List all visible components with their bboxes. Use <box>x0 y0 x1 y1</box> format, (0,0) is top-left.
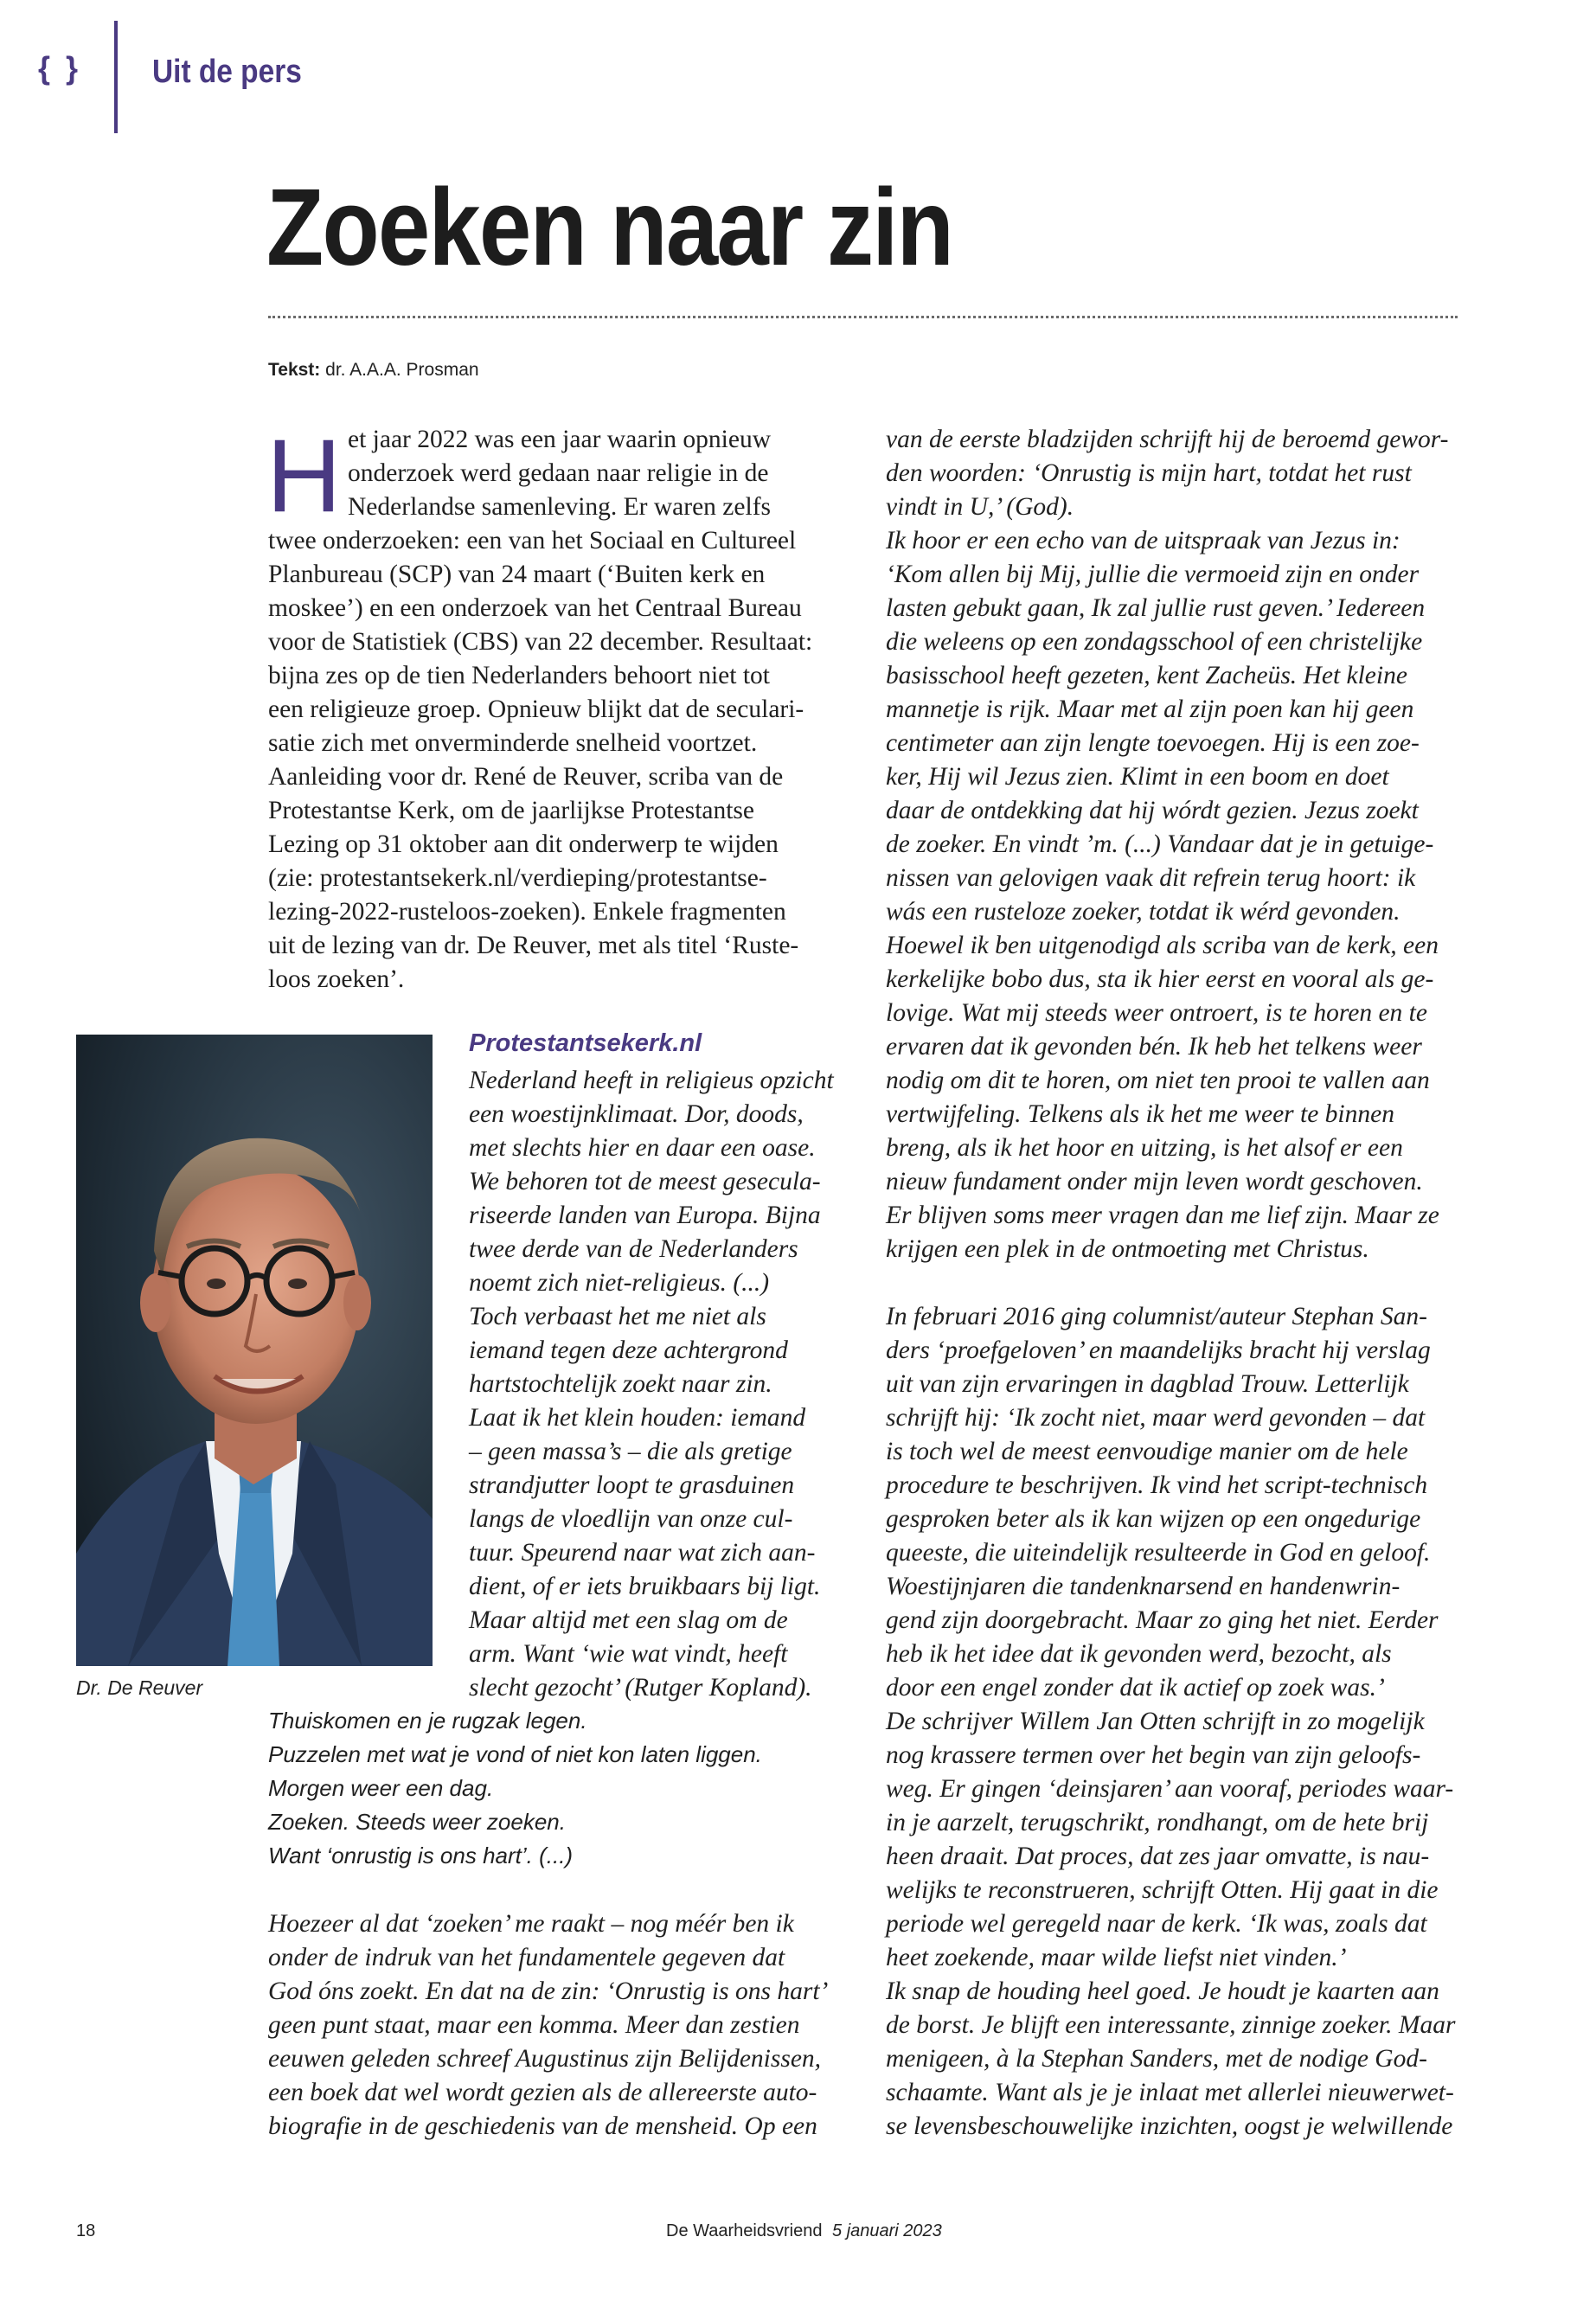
intro-paragraph <box>266 418 865 997</box>
right1-line: ‘Kom allen bij Mij, jullie die vermoeid zijn en onder <box>886 561 1420 588</box>
para2-line: geen punt staat, maar een komma. Meer dan zestien <box>268 2011 800 2039</box>
right1-line: Er blijven soms meer vragen dan me lief zijn. Maar ze <box>886 1202 1439 1229</box>
right1-line: krijgen een plek in de ontmoeting met Christus. <box>886 1235 1369 1263</box>
quote-line: hartstochtelijk zoekt naar zin. <box>469 1370 772 1398</box>
byline <box>268 360 479 381</box>
quote-line: strandjutter loopt te grasduinen <box>469 1471 795 1499</box>
quote-line: een woestijnklimaat. Dor, doods, <box>469 1100 804 1128</box>
right2-line: ders ‘proefgeloven’ en maandelijks bracht hij verslag <box>886 1336 1431 1364</box>
poem-block <box>268 1704 762 1873</box>
intro-line: Aanleiding voor dr. René de Reuver, scriba van de <box>268 763 784 791</box>
quote-block <box>469 1064 884 1705</box>
right2-line: uit van zijn ervaringen in dagblad Trouw. Letterlijk <box>886 1370 1409 1398</box>
quote-line: tuur. Speurend naar wat zich aan- <box>469 1539 816 1567</box>
right2-line: gend zijn doorgebracht. Maar zo ging het niet. Eerder <box>886 1606 1439 1634</box>
quote-line: Laat ik het klein houden: iemand <box>469 1404 806 1432</box>
poem-line: Puzzelen met wat je vond of niet kon laten liggen. <box>268 1741 762 1767</box>
right2-line: door een engel zonder dat ik actief op zoek was.’ <box>886 1674 1385 1702</box>
right1-line: ker, Hij wil Jezus zien. Klimt in een boom en doet <box>886 763 1389 791</box>
right1-line: centimeter aan zijn lengte toevoegen. Hij is een zoe- <box>886 729 1420 757</box>
byline-label: Tekst: <box>268 360 321 380</box>
poem-line: Morgen weer een dag. <box>268 1775 494 1801</box>
right2-line: heet zoekende, maar wilde liefst niet vinden.’ <box>886 1944 1347 1971</box>
quote-line: twee derde van de Nederlanders <box>469 1235 798 1263</box>
right1-line: breng, als ik het hoor en uitzing, is het alsof er een <box>886 1134 1403 1162</box>
right2-line: weg. Er gingen ‘deinsjaren’ aan vooraf, periodes waar- <box>886 1775 1454 1803</box>
quote-line: – geen massa’s – die als gretige <box>469 1438 792 1465</box>
right1-line: ervaren dat ik gevonden bén. Ik heb het telkens weer <box>886 1033 1422 1061</box>
intro-line: voor de Statistiek (CBS) van 22 december. Resultaat: <box>268 628 813 656</box>
intro-line: loos zoeken’. <box>268 965 405 993</box>
right1-line: van de eerste bladzijden schrijft hij de beroemd gewor- <box>886 426 1449 453</box>
portrait-illustration <box>76 1035 433 1666</box>
portrait-photo <box>76 1035 433 1666</box>
article-title: Zoeken naar zin <box>266 166 953 288</box>
intro-line: Nederlandse samenleving. Er waren zelfs <box>348 493 771 521</box>
intro-line: lezing-2022-rusteloos-zoeken). Enkele fragmenten <box>268 898 786 926</box>
poem-line: Thuiskomen en je rugzak legen. <box>268 1708 587 1734</box>
intro-line: et jaar 2022 was een jaar waarin opnieuw <box>348 426 771 453</box>
right1-line: kerkelijke bobo dus, sta ik hier eerst en vooral als ge- <box>886 965 1434 993</box>
quote-line: noemt zich niet-religieus. (...) <box>469 1269 770 1297</box>
right2-line: Woestijnjaren die tandenknarsend en handenwrin- <box>886 1573 1401 1600</box>
section-title: Uit de pers <box>152 54 302 90</box>
right1-line: basisschool heeft gezeten, kent Zacheüs. Het kleine <box>886 662 1407 689</box>
page-number: 18 <box>76 2221 96 2240</box>
right2-line: periode wel geregeld naar de kerk. ‘Ik was, zoals dat <box>886 1910 1427 1938</box>
right1-line: nissen van gelovigen vaak dit refrein terug hoort: ik <box>886 864 1416 892</box>
right1-line: lovige. Wat mij steeds weer ontroert, is te horen en te <box>886 999 1427 1027</box>
right1-line: daar de ontdekking dat hij wórdt gezien. Jezus zoekt <box>886 797 1419 824</box>
right2-line: In februari 2016 ging columnist/auteur Stephan San- <box>886 1303 1428 1330</box>
quote-line: slecht gezocht’ (Rutger Kopland). <box>469 1674 812 1702</box>
intro-line: Protestantse Kerk, om de jaarlijkse Protestantse <box>268 797 754 824</box>
header-divider <box>114 21 118 133</box>
right1-line: Hoewel ik ben uitgenodigd als scriba van de kerk, een <box>886 932 1439 959</box>
byline-author: dr. A.A.A. Prosman <box>325 360 479 380</box>
intro-line: satie zich met onverminderde snelheid voortzet. <box>268 729 758 757</box>
publication-date: 5 januari 2023 <box>832 2221 942 2240</box>
left-paragraph-2 <box>268 1907 874 2144</box>
quote-line: Nederland heeft in religieus opzicht <box>469 1067 834 1094</box>
right2-line: queeste, die uiteindelijk resulteerde in God en geloof. <box>886 1539 1431 1567</box>
right2-line: welijks te reconstrueren, schrijft Otten. Hij gaat in die <box>886 1876 1439 1904</box>
right2-line: gesproken beter als ik kan wijzen op een ongedurige <box>886 1505 1421 1533</box>
right2-line: schaamte. Want als je je inlaat met allerlei nieuwerwet- <box>886 2079 1454 2106</box>
quote-line: langs de vloedlijn van onze cul- <box>469 1505 793 1533</box>
right1-line: lasten gebukt gaan, Ik zal jullie rust geven.’ Iedereen <box>886 594 1426 622</box>
quote-line: riseerde landen van Europa. Bijna <box>469 1202 821 1229</box>
right1-line: den woorden: ‘Onrustig is mijn hart, totdat het rust <box>886 459 1412 487</box>
right1-line: nodig om dit te horen, om niet ten prooi te vallen aan <box>886 1067 1430 1094</box>
right2-line: de borst. Je blijft een interessante, zinnige zoeker. Maar <box>886 2011 1456 2039</box>
para2-line: onder de indruk van het fundamentele gegeven dat <box>268 1944 785 1971</box>
right2-line: procedure te beschrijven. Ik vind het script-technisch <box>886 1471 1428 1499</box>
quote-line: Toch verbaast het me niet als <box>469 1303 766 1330</box>
quote-line: dient, of er iets bruikbaars bij ligt. <box>469 1573 821 1600</box>
right1-line: de zoeker. En vindt ’m. (...) Vandaar dat je in getuige- <box>886 830 1434 858</box>
intro-line: onderzoek werd gedaan naar religie in de <box>348 459 769 487</box>
right2-line: schrijft hij: ‘Ik zocht niet, maar werd gevonden – dat <box>886 1404 1426 1432</box>
quote-line: Maar altijd met een slag om de <box>469 1606 788 1634</box>
right2-line: menigeen, à la Stephan Sanders, met de nodige God- <box>886 2045 1427 2073</box>
quote-line: iemand tegen deze achtergrond <box>469 1336 788 1364</box>
right1-line: nieuw fundament onder mijn leven wordt geschoven. <box>886 1168 1423 1195</box>
intro-line: uit de lezing van dr. De Reuver, met als titel ‘Ruste- <box>268 932 799 959</box>
dropcap: H <box>266 418 342 534</box>
right1-line: vindt in U,’ (God). <box>886 493 1074 521</box>
publication-footer <box>666 2221 942 2241</box>
para2-line: God óns zoekt. En dat na de zin: ‘Onrustig is ons hart’ <box>268 1977 829 2005</box>
right2-line: in je aarzelt, terugschrikt, rondhangt, om de hete brij <box>886 1809 1429 1836</box>
intro-line: Lezing op 31 oktober aan dit onderwerp te wijden <box>268 830 779 858</box>
para2-line: biografie in de geschiedenis van de mensheid. Op een <box>268 2112 817 2140</box>
right-column-paragraph-1 <box>886 423 1483 1266</box>
section-braces-icon: { } <box>38 50 82 86</box>
quote-subhead: Protestantsekerk.nl <box>469 1029 702 1057</box>
intro-line: twee onderzoeken: een van het Sociaal en Cultureel <box>268 527 797 554</box>
right1-line: mannetje is rijk. Maar met al zijn poen kan hij geen <box>886 695 1414 723</box>
right2-line: se levensbeschouwelijke inzichten, oogst je welwillende <box>886 2112 1453 2140</box>
right1-line: wás een rusteloze zoeker, totdat ik wérd gevonden. <box>886 898 1401 926</box>
para2-line: eeuwen geleden schreef Augustinus zijn Belijdenissen, <box>268 2045 822 2073</box>
right2-line: Ik snap de houding heel goed. Je houdt je kaarten aan <box>886 1977 1439 2005</box>
para2-line: Hoezeer al dat ‘zoeken’ me raakt – nog méér ben ik <box>268 1910 794 1938</box>
right1-line: vertwijfeling. Telkens als ik het me weer te binnen <box>886 1100 1394 1128</box>
intro-line: bijna zes op de tien Nederlanders behoort niet tot <box>268 662 770 689</box>
right2-line: De schrijver Willem Jan Otten schrijft in zo mogelijk <box>886 1708 1425 1735</box>
publication-name: De Waarheidsvriend <box>666 2221 823 2240</box>
intro-line: Planbureau (SCP) van 24 maart (‘Buiten kerk en <box>268 561 766 588</box>
right2-line: nog krassere termen over het begin van zijn geloofs- <box>886 1741 1421 1769</box>
quote-line: arm. Want ‘wie wat vindt, heeft <box>469 1640 788 1668</box>
quote-line: met slechts hier en daar een oase. <box>469 1134 816 1162</box>
para2-line: een boek dat wel wordt gezien als de allereerste auto- <box>268 2079 817 2106</box>
right2-line: is toch wel de meest eenvoudige manier om de hele <box>886 1438 1408 1465</box>
right1-line: die weleens op een zondagsschool of een christelijke <box>886 628 1423 656</box>
intro-line: moskee’) en een onderzoek van het Centraal Bureau <box>268 594 802 622</box>
quote-line: We behoren tot de meest gesecula- <box>469 1168 821 1195</box>
right-column-paragraph-2 <box>886 1300 1483 2144</box>
intro-line: (zie: protestantsekerk.nl/verdieping/protestantse- <box>268 864 767 892</box>
intro-line: een religieuze groep. Opnieuw blijkt dat de seculari- <box>268 695 804 723</box>
photo-caption: Dr. De Reuver <box>76 1676 203 1699</box>
right2-line: heb ik het idee dat ik gevonden werd, bezocht, als <box>886 1640 1392 1668</box>
right1-line: Ik hoor er een echo van de uitspraak van Jezus in: <box>886 527 1401 554</box>
title-divider <box>268 316 1458 318</box>
poem-line: Want ‘onrustig is ons hart’. (...) <box>268 1843 574 1868</box>
poem-line: Zoeken. Steeds weer zoeken. <box>268 1809 566 1835</box>
right2-line: heen draait. Dat proces, dat zes jaar omvatte, is nau- <box>886 1843 1430 1870</box>
